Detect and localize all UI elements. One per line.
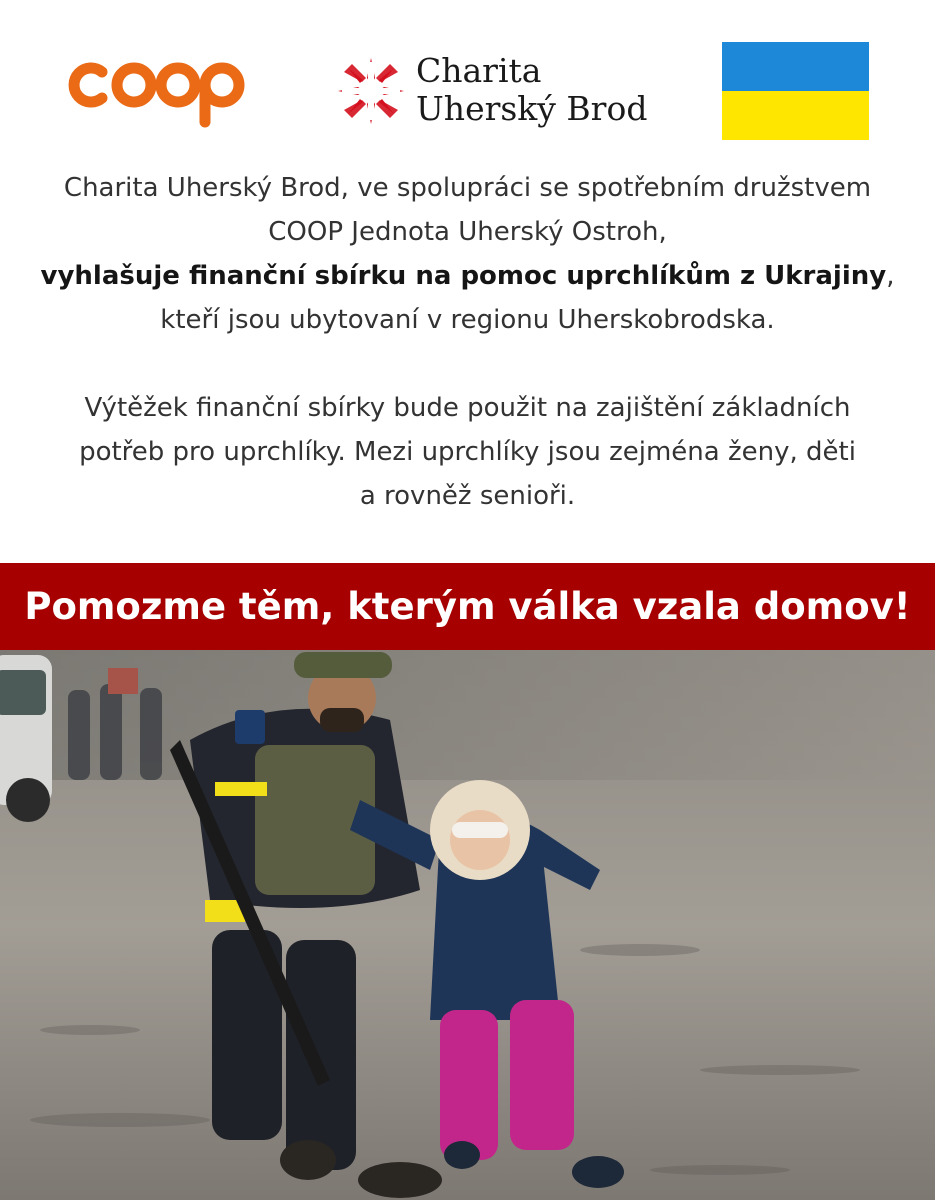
intro-line-4: kteří jsou ubytovaní v regionu Uherskobrodska. [160, 305, 775, 335]
flag-yellow-stripe [722, 91, 869, 140]
coop-letter-c [74, 68, 102, 102]
coop-logo [66, 52, 256, 130]
intro-line-2: COOP Jednota Uherský Ostroh, [268, 217, 667, 247]
coop-letter-o1 [117, 68, 151, 102]
flag-blue-stripe [722, 42, 869, 91]
ukraine-flag [722, 42, 869, 140]
coop-letter-o2 [161, 68, 195, 102]
intro-headline-bold: vyhlašuje finanční sbírku na pomoc uprchlíkům z Ukrajiny [40, 261, 887, 291]
charita-wordmark [416, 52, 647, 128]
logo-row [0, 0, 935, 150]
charita-logo [336, 52, 656, 134]
slogan-text: Pomozme těm, kterým válka vzala domov! [24, 585, 911, 628]
charita-cross-icon [336, 56, 406, 126]
intro-line-3 [0, 254, 935, 298]
charita-name-line1: Charita [416, 51, 542, 90]
purpose-line-1: Výtěžek finanční sbírky bude použit na zajištění základních [84, 393, 851, 423]
slogan-banner [0, 563, 935, 650]
intro-line-1: Charita Uherský Brod, ve spolupráci se spotřebním družstvem [63, 173, 872, 203]
intro-line-3-tail: , [886, 261, 895, 291]
paragraph-gap [0, 342, 935, 386]
purpose-line-3: a rovněž senioři. [359, 481, 576, 511]
purpose-line-2: potřeb pro uprchlíky. Mezi uprchlíky jsou zejména ženy, děti [79, 437, 856, 467]
photo-illustration [0, 650, 935, 1200]
intro-text [0, 166, 935, 518]
photo-soldier-with-child [0, 650, 935, 1200]
white-van [0, 655, 52, 822]
charita-name-line2: Uherský Brod [416, 89, 648, 128]
